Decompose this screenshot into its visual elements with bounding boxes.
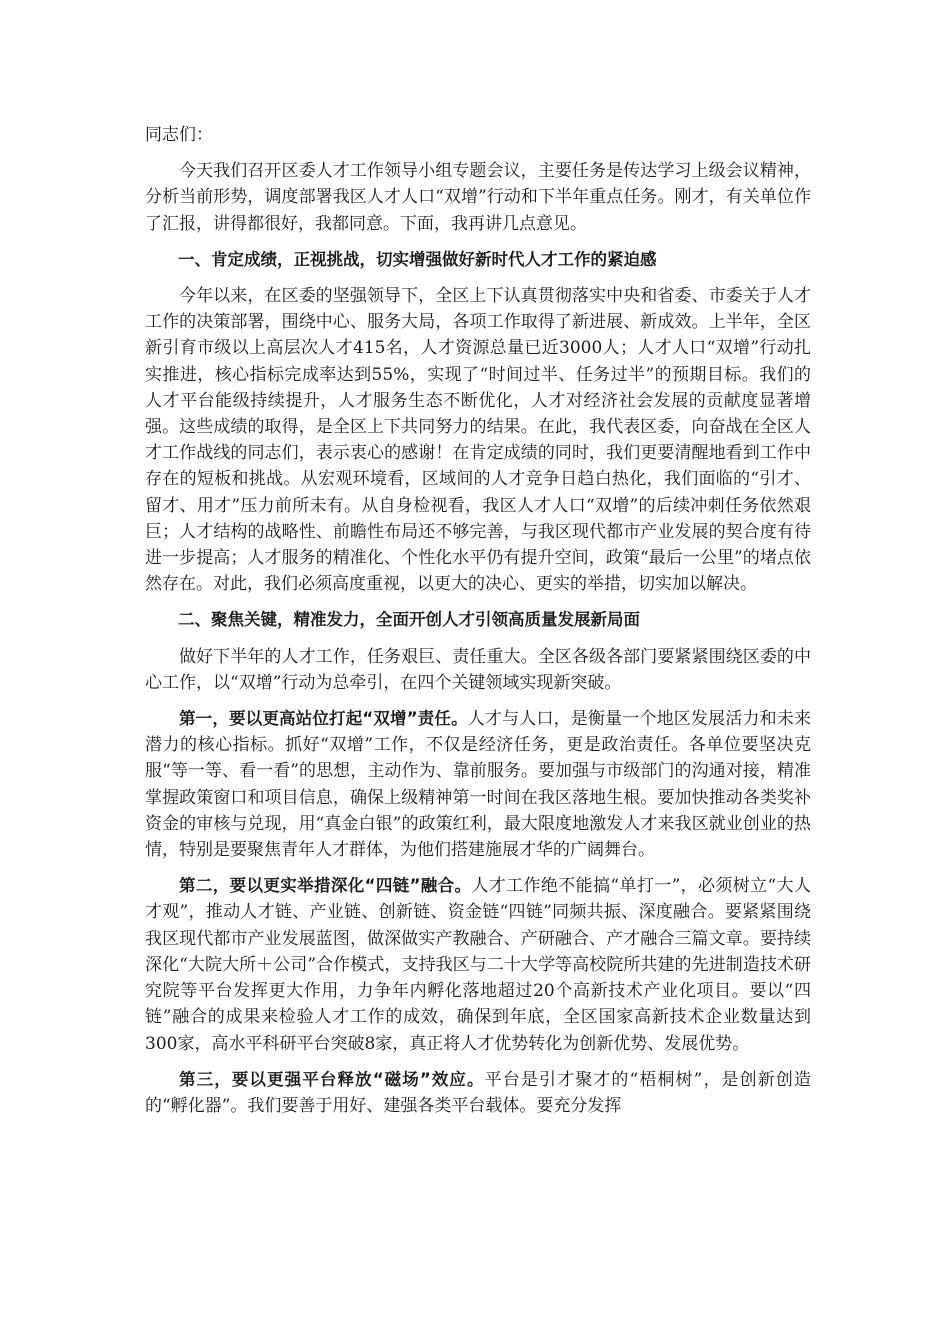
point-2-lead: 第二，要以更实举措深化“四链”融合。 [179,876,472,896]
point-2-body: 人才工作绝不能搞“单打一”，必须树立“大人才观”，推动人才链、产业链、创新链、资金链“四链”同频共振、深度融合。要紧紧围绕我区现代都市产业发展蓝图，做深做实产教融合、产研融合、产才融合三篇文章。要持续深化“大院大所＋公司”合作模式，支持我区与二十大学等高校院所共建的先进制造技术研究院等平台发挥更大作用，力争年内孵化落地超过20个高新技术产业化项目。要以“四链”融合的成果来检验人才工作的成效，确保到年底，全区国家高新技术企业数量达到300家，高水平科研平台突破8家，真正将人才优势转化为创新优势、发展优势。 [145,876,811,1054]
section-2-intro: 做好下半年的人才工作，任务艰巨、责任重大。全区各级各部门要紧紧围绕区委的中心工作，以“双增”行动为总牵引，在四个关键领域实现新突破。 [145,646,811,693]
section-2-heading: 二、聚焦关键，精准发力，全面开创人才引领高质量发展新局面 [178,610,640,630]
point-3-body: 平台是引才聚才的“梧桐树”，是创新创造的“孵化器”。我们要善于用好、建强各类平台载体。要充分发挥 [145,1069,811,1116]
section-1-heading: 一、肯定成绩，正视挑战，切实增强做好新时代人才工作的紧迫感 [178,249,657,269]
salutation: 同志们： [145,125,213,145]
document-page [145,122,811,1129]
intro-paragraph: 今天我们召开区委人才工作领导小组专题会议，主要任务是传达学习上级会议精神，分析当前形势，调度部署我区人才人口“双增”行动和下半年重点任务。刚才，有关单位作了汇报，讲得都很好，我都同意。下面，我再讲几点意见。 [145,161,811,234]
point-1-paragraph [145,706,811,863]
point-3-lead: 第三，要以更强平台释放“磁场”效应。 [179,1069,485,1089]
section-1-body: 今年以来，在区委的坚强领导下，全区上下认真贯彻落实中央和省委、市委关于人才工作的决策部署，围绕中心、服务大局，各项工作取得了新进展、新成效。上半年，全区新引育市级以上高层次人才415名，人才资源总量已近3000人；人才人口“双增”行动扎实推进，核心指标完成率达到55%，实现了“时间过半、任务过半”的预期目标。我们的人才平台能级持续提升，人才服务生态不断优化，人才对经济社会发展的贡献度显著增强。这些成绩的取得，是全区上下共同努力的结果。在此，我代表区委，向奋战在全区人才工作战线的同志们，表示衷心的感谢！在肯定成绩的同时，我们更要清醒地看到工作中存在的短板和挑战。从宏观环境看，区域间的人才竞争日趋白热化，我们面临的“引才、留才、用才”压力前所未有。从自身检视看，我区人才人口“双增”的后续冲刺任务依然艰巨；人才结构的战略性、前瞻性布局还不够完善，与我区现代都市产业发展的契合度有待进一步提高；人才服务的精准化、个性化水平仍有提升空间，政策“最后一公里”的堵点依然存在。对此，我们必须高度重视，以更大的决心、更实的举措，切实加以解决。 [145,286,811,595]
point-2-paragraph [145,873,811,1056]
point-1-lead: 第一，要以更高站位打起“双增”责任。 [179,709,468,729]
point-3-paragraph [145,1067,811,1119]
point-1-body: 人才与人口，是衡量一个地区发展活力和未来潜力的核心指标。抓好“双增”工作，不仅是经济任务，更是政治责任。各单位要坚决克服“等一等、看一看”的思想，主动作为、靠前服务。要加强与市级部门的沟通对接，精准掌握政策窗口和项目信息，确保上级精神第一时间在我区落地生根。要加快推动各类奖补资金的审核与兑现，用“真金白银”的政策红利，最大限度地激发人才来我区就业创业的热情，特别是要聚焦青年人才群体，为他们搭建施展才华的广阔舞台。 [145,709,811,861]
